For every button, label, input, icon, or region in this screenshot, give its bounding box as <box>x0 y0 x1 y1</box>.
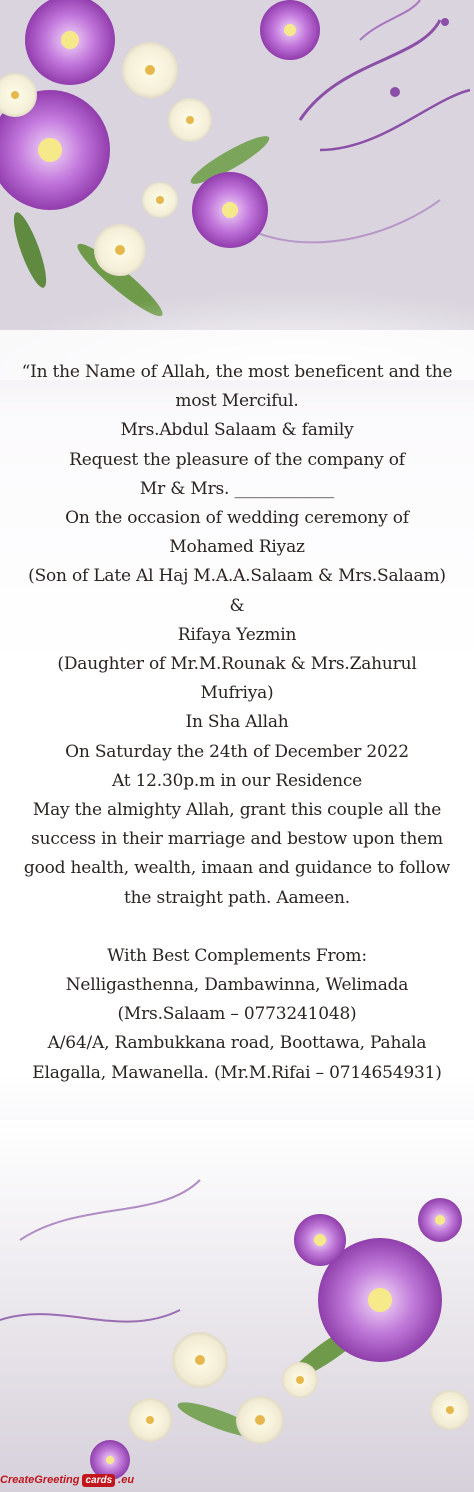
spacer <box>20 913 454 942</box>
address-2-contact: A/64/A, Rambukkana road, Boottawa, Pahala Elagalla, Mawanella. (Mr.M.Rifai – 0714654931) <box>32 1033 442 1083</box>
complements-heading: With Best Complements From: <box>107 945 367 966</box>
top-floral-decoration <box>0 0 474 380</box>
bride-parents: (Daughter of Mr.M.Rounak & Mrs.Zahurul Mufriya) <box>57 654 417 704</box>
blessing-text: May the almighty Allah, grant this couple all the success in their marriage and bestow upon them good health, wealth, imaan and guidance to follow the straight path. Aameen. <box>23 800 451 908</box>
brand-suffix: .eu <box>118 1474 135 1486</box>
occasion-line: On the occasion of wedding ceremony of <box>65 508 409 529</box>
event-date: On Saturday the 24th of December 2022 <box>65 741 409 762</box>
ampersand: & <box>229 595 245 616</box>
in-sha-allah: In Sha Allah <box>185 712 289 733</box>
brand-watermark[interactable] <box>0 1468 140 1492</box>
address-1: Nelligasthenna, Dambawinna, Welimada <box>65 975 409 996</box>
brand-name: CreateGreeting <box>0 1474 80 1486</box>
bride-name: Rifaya Yezmin <box>177 624 297 645</box>
brand-badge: cards <box>82 1474 115 1487</box>
groom-name: Mohamed Riyaz <box>169 537 305 558</box>
contact-1: (Mrs.Salaam – 0773241048) <box>117 1004 357 1025</box>
groom-parents: (Son of Late Al Haj M.A.A.Salaam & Mrs.Salaam) <box>28 566 446 587</box>
bottom-floral-decoration <box>0 1120 474 1492</box>
guest-blank: Mr & Mrs. ____________ <box>139 478 335 499</box>
invocation-line: “In the Name of Allah, the most beneficent and the most Merciful. <box>21 362 453 412</box>
request-line: Request the pleasure of the company of <box>69 449 405 470</box>
host-family: Mrs.Abdul Salaam & family <box>120 420 354 441</box>
invitation-text <box>20 358 454 1088</box>
event-time-venue: At 12.30p.m in our Residence <box>111 770 363 791</box>
